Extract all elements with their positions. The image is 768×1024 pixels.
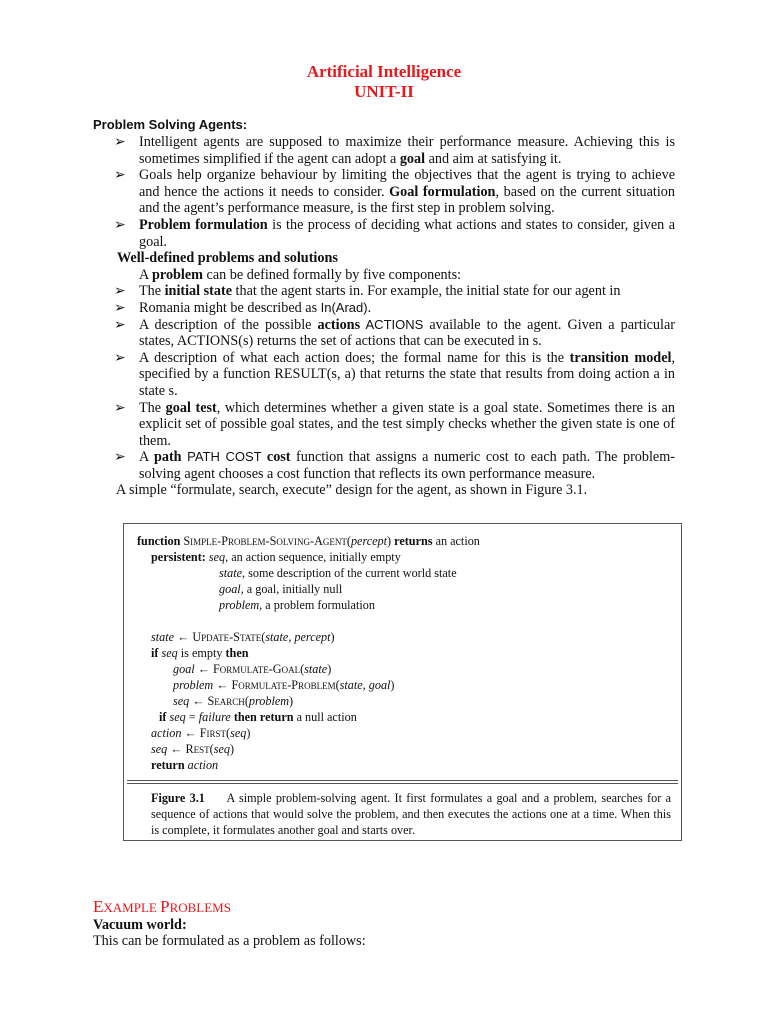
figure-divider <box>127 780 678 784</box>
pseudocode-line: state, some description of the current world state <box>219 566 457 580</box>
bullet-item: ➢ Intelligent agents are supposed to maximize their performance measure. Achieving this is sometimes simplified if the agent can adopt a goal and aim at satisfying it. <box>114 134 675 167</box>
bullet-item: ➢ Problem formulation is the process of deciding what actions and states to consider, given a goal. <box>114 216 675 250</box>
component-item: ➢ A description of what each action does; the formal name for this is the transition model, specified by a function RESULT(s, a) that returns the state that results from doing action a in state s. <box>114 349 675 399</box>
bullet-item: ➢ Goals help organize behaviour by limiting the objectives that the agent is trying to achieve and hence the actions it needs to consider. Goal formulation, based on the current situation and the agent’s performance measure, is the first step in problem solving. <box>114 167 675 217</box>
pseudocode-line: persistent: seq, an action sequence, initially empty <box>151 550 401 564</box>
arrow-bullet-icon: ➢ <box>114 449 126 466</box>
pseudocode-line: problem ← Formulate-Problem(state, goal) <box>173 678 395 692</box>
subsection-heading: Well-defined problems and solutions <box>117 250 338 267</box>
component-item: ➢ The initial state that the agent starts in. For example, the initial state for our agent in <box>114 283 621 300</box>
body-text <box>0 134 768 499</box>
pseudocode-line: seq ← Search(problem) <box>173 694 294 708</box>
pseudocode <box>137 533 480 773</box>
arrow-bullet-icon: ➢ <box>114 299 126 316</box>
arrow-bullet-icon: ➢ <box>114 167 126 184</box>
arrow-bullet-icon: ➢ <box>114 283 126 300</box>
section-heading: Problem Solving Agents: <box>93 117 248 132</box>
pseudocode-line: goal, a goal, initially null <box>219 582 343 596</box>
pseudocode-line: return action <box>151 758 219 772</box>
component-item: ➢ Romania might be described as In(Arad). <box>114 299 372 316</box>
document-title: Artificial Intelligence <box>306 62 462 81</box>
component-item: ➢ A description of the possible actions ACTIONS available to the agent. Given a particular states, ACTIONS(s) returns the set of actions that can be executed in s. <box>114 316 675 350</box>
pseudocode-line: function Simple-Problem-Solving-Agent(percept) returns an action <box>137 534 480 548</box>
pseudocode-line: problem, a problem formulation <box>219 598 375 612</box>
component-item: ➢ A path PATH COST cost function that assigns a numeric cost to each path. The problem-solving agent chooses a cost function that reflects its own performance measure. <box>114 449 675 482</box>
vacuum-heading: Vacuum world: <box>93 917 187 933</box>
document-subtitle: UNIT-II <box>354 82 414 101</box>
pseudocode-line: if seq = failure then return a null action <box>159 710 357 724</box>
pseudocode-line: if seq is empty then <box>151 646 249 660</box>
arrow-bullet-icon: ➢ <box>114 134 126 150</box>
arrow-bullet-icon: ➢ <box>114 216 126 233</box>
intro-line: A problem can be defined formally by five components: <box>139 266 462 283</box>
pseudocode-line: seq ← Rest(seq) <box>151 742 235 756</box>
pseudocode-line: state ← Update-State(state, percept) <box>151 630 335 644</box>
closing-line: A simple “formulate, search, execute” design for the agent, as shown in Figure 3.1. <box>116 482 588 499</box>
pseudocode-line: action ← First(seq) <box>151 726 251 740</box>
arrow-bullet-icon: ➢ <box>114 399 126 416</box>
example-heading: EXAMPLE PROBLEMS <box>93 897 231 916</box>
arrow-bullet-icon: ➢ <box>114 349 126 366</box>
algorithm-figure <box>123 523 682 841</box>
formulation-line: This can be formulated as a problem as follows: <box>93 933 366 949</box>
figure-caption: Figure 3.1 A simple problem-solving agent. It first formulates a goal and a problem, searches for a sequence of actions that would solve the problem, and then executes the actions one at a time. When this is complete, it formulates another goal and starts over. <box>151 791 671 837</box>
pseudocode-line: goal ← Formulate-Goal(state) <box>173 662 332 676</box>
component-item: ➢ The goal test, which determines whether a given state is a goal state. Sometimes there is an explicit set of possible goal states, and the test simply checks whether the given state is one of them. <box>114 399 676 449</box>
arrow-bullet-icon: ➢ <box>114 316 126 333</box>
